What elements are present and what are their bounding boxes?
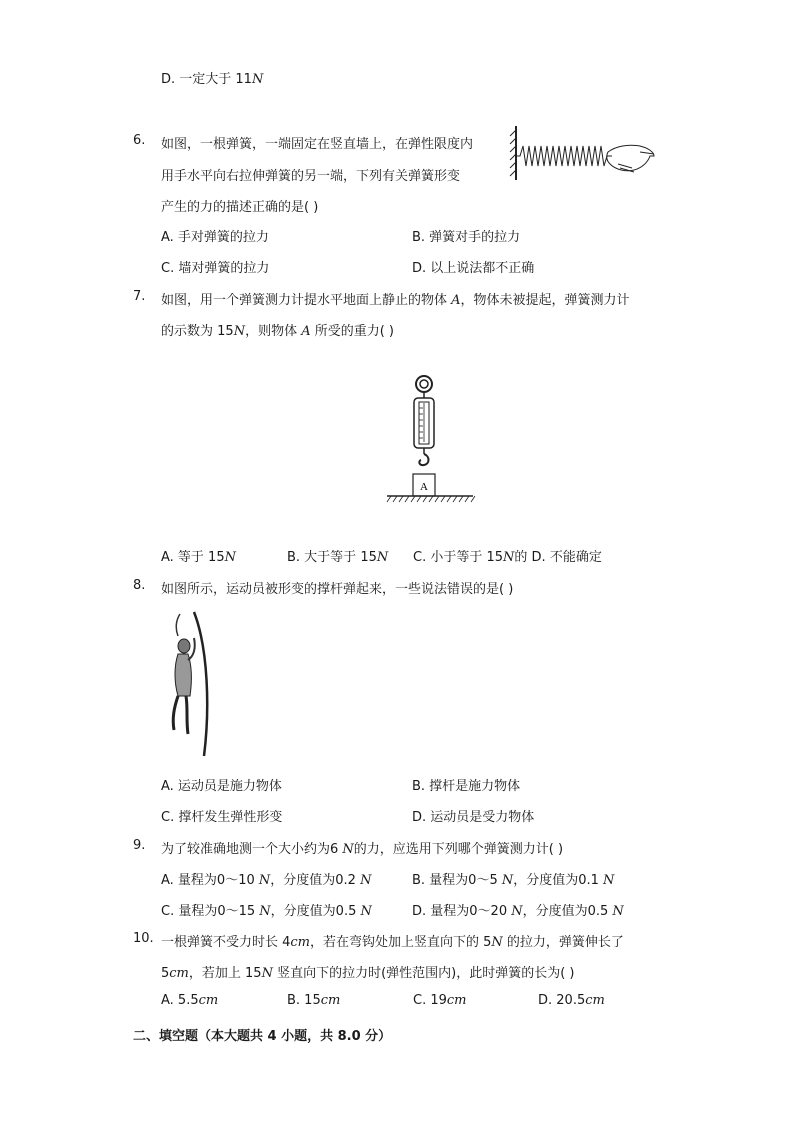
q9-option-a: [161, 869, 371, 888]
q7-option-d-text: 的 D. 不能确定: [514, 550, 602, 565]
q6-option-c: C. 墙对弹簧的拉力: [161, 261, 270, 276]
q9-option-a-text: ，分度值为0.2: [270, 873, 361, 888]
q10-stem-text: 竖直向下的拉力时(弹性范围内)，此时弹簧的长为( ): [272, 966, 575, 981]
var-a: A: [301, 324, 311, 339]
q6-number: 6.: [133, 133, 146, 148]
q10-stem-text: ，若加上 15: [188, 966, 262, 981]
q9-option-d-text: ，分度值为0.5: [522, 904, 613, 919]
q7-number: 7.: [133, 289, 146, 304]
q7-option-c-text: C. 小于等于 15: [413, 550, 504, 565]
unit-cm: cm: [446, 993, 467, 1008]
q10-option-d: [538, 993, 605, 1008]
q9-option-d-text: D. 量程为0～20: [412, 904, 512, 919]
prev-option-d-text: D. 一定大于 11: [161, 72, 252, 87]
unit-n: N: [342, 842, 354, 857]
unit-n: N: [261, 966, 273, 981]
q10-option-c-text: C. 19: [413, 993, 447, 1008]
section-2-heading: 二、填空题（本大题共 4 小题，共 8.0 分）: [133, 1029, 392, 1044]
q7-option-c-d: [413, 546, 602, 565]
unit-n: N: [376, 550, 389, 565]
q7-stem-text: 的示数为 15: [161, 324, 234, 339]
q9-number: 9.: [133, 838, 146, 853]
q8-option-a: A. 运动员是施力物体: [161, 779, 282, 794]
q7-option-b: [287, 546, 388, 565]
q9-stem: [161, 838, 563, 857]
q7-stem-line1: [161, 289, 630, 308]
q10-stem-text: 5: [161, 966, 170, 981]
q10-option-b-text: B. 15: [287, 993, 321, 1008]
unit-n: N: [503, 550, 515, 565]
var-a: A: [451, 293, 461, 308]
q7-stem-line2: [161, 320, 394, 339]
unit-n: N: [258, 873, 271, 888]
q8-option-d: D. 运动员是受力物体: [412, 810, 535, 825]
block-a-label: A: [420, 481, 428, 493]
q10-option-c: [413, 993, 467, 1008]
pole-vault-figure: [160, 608, 216, 760]
spring-scale-figure: [385, 372, 477, 506]
unit-n: N: [360, 904, 372, 919]
q9-stem-text: 为了较准确地测一个大小约为6: [161, 842, 343, 857]
spring-wall-figure: [508, 122, 658, 186]
q9-option-a-text: A. 量程为0～10: [161, 873, 259, 888]
q7-stem-text: ，物体未被提起，弹簧测力计: [460, 293, 630, 308]
unit-cm: cm: [169, 966, 189, 981]
q10-stem-line2: [161, 962, 575, 981]
q9-option-b-text: B. 量程为0～5: [412, 873, 502, 888]
unit-n: N: [612, 904, 624, 919]
q9-option-c: [161, 900, 372, 919]
unit-cm: cm: [198, 993, 219, 1008]
q8-option-b: B. 撑杆是施力物体: [412, 779, 521, 794]
q9-option-c-text: C. 量程为0～15: [161, 904, 260, 919]
q9-option-d: [412, 900, 624, 919]
q9-option-c-text: ，分度值为0.5: [270, 904, 361, 919]
unit-n: N: [603, 873, 615, 888]
unit-n: N: [259, 904, 271, 919]
q9-option-b: [412, 869, 614, 888]
q8-number: 8.: [133, 578, 146, 593]
q7-stem-text: 如图，用一个弹簧测力计提水平地面上静止的物体: [161, 293, 452, 308]
q10-stem-text: 的拉力，弹簧伸长了: [502, 935, 624, 950]
q6-stem-line3: 产生的力的描述正确的是( ): [161, 200, 319, 215]
q6-option-b: B. 弹簧对手的拉力: [412, 230, 521, 245]
prev-option-d: [161, 68, 263, 87]
q10-stem-text: ，若在弯钩处加上竖直向下的 5: [310, 935, 492, 950]
q6-option-d: D. 以上说法都不正确: [412, 261, 535, 276]
q9-option-b-text: ，分度值为0.1: [513, 873, 604, 888]
q7-option-a-text: A. 等于 15: [161, 550, 225, 565]
q10-option-a: [161, 993, 218, 1008]
unit-n: N: [491, 935, 503, 950]
q10-option-a-text: A. 5.5: [161, 993, 199, 1008]
q6-stem-line1: 如图，一根弹簧，一端固定在竖直墙上，在弹性限度内: [161, 137, 474, 152]
unit-cm: cm: [320, 993, 341, 1008]
unit-cm: cm: [585, 993, 605, 1008]
q6-option-a: A. 手对弹簧的拉力: [161, 230, 269, 245]
q8-stem: 如图所示，运动员被形变的撑杆弹起来，一些说法错误的是( ): [161, 582, 514, 597]
unit-n: N: [233, 324, 246, 339]
q7-option-a: [161, 546, 236, 565]
q10-option-b: [287, 993, 340, 1008]
unit-n: N: [224, 550, 236, 565]
q10-stem-line1: [161, 931, 624, 950]
q7-option-b-text: B. 大于等于 15: [287, 550, 377, 565]
q8-option-c: C. 撑杆发生弹性形变: [161, 810, 283, 825]
q10-number: 10.: [133, 931, 154, 946]
unit-n: N: [501, 873, 514, 888]
q7-stem-text: 所受的重力( ): [310, 324, 395, 339]
unit-n: N: [511, 904, 523, 919]
q7-stem-text: ，则物体: [245, 324, 302, 339]
unit-n: N: [360, 873, 372, 888]
q10-stem-text: 一根弹簧不受力时长 4: [161, 935, 291, 950]
unit-cm: cm: [290, 935, 311, 950]
q9-stem-text: 的力，应选用下列哪个弹簧测力计( ): [353, 842, 564, 857]
q10-option-d-text: D. 20.5: [538, 993, 586, 1008]
unit-n: N: [251, 72, 264, 87]
q6-stem-line2: 用手水平向右拉伸弹簧的另一端，下列有关弹簧形变: [161, 169, 461, 184]
